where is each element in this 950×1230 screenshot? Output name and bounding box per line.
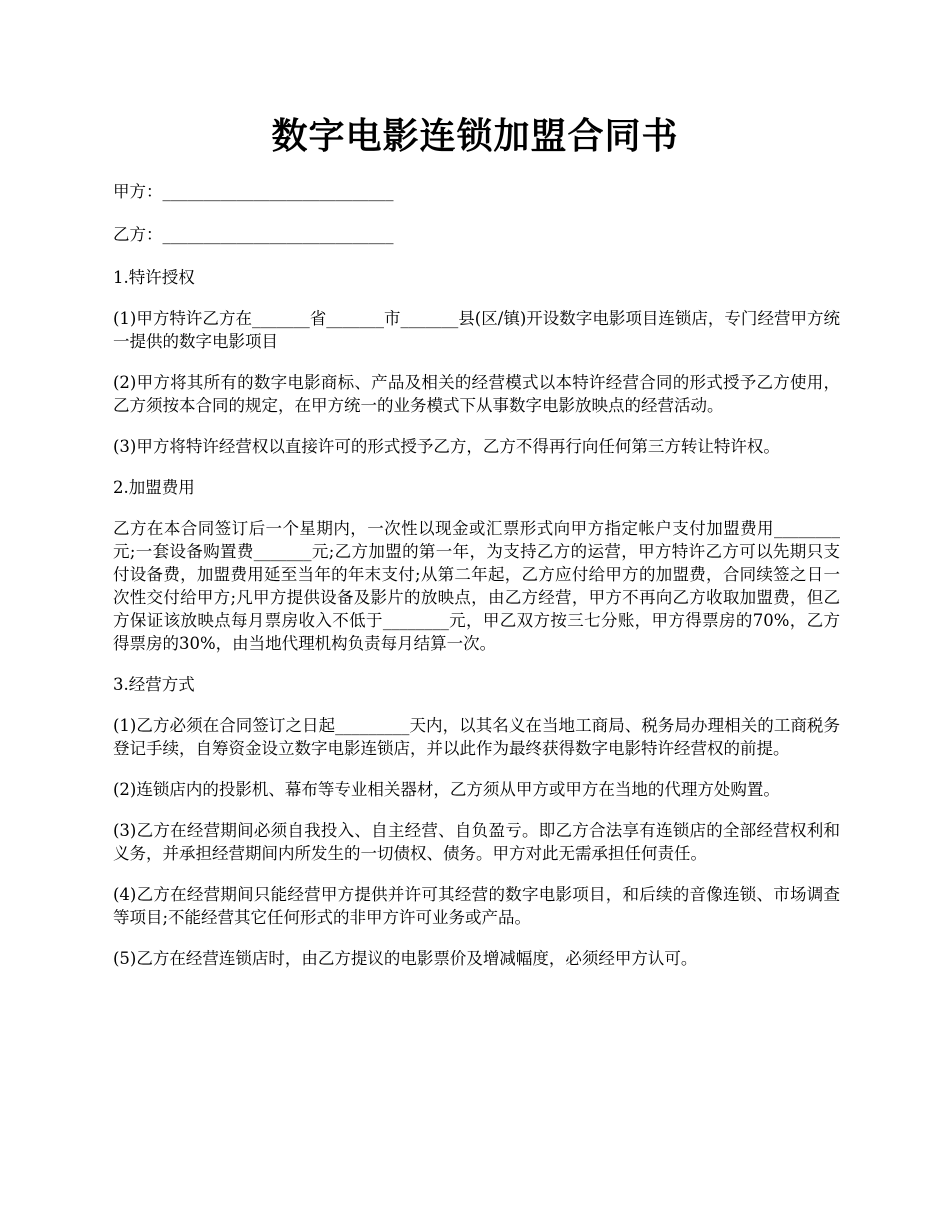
- section-1-item-3: (3)甲方将特许经营权以直接许可的形式授予乙方，乙方不得再行向任何第三方转让特许权。: [113, 437, 780, 456]
- section-3-item-3: (3)乙方在经营期间必须自我投入、自主经营、自负盈亏。即乙方合法享有连锁店的全部经营权利和义务，并承担经营期间内所发生的一切债权、债务。甲方对此无需承担任何责任。: [113, 821, 840, 863]
- document-body: [113, 180, 840, 988]
- section-1-heading: 1.特许授权: [113, 268, 195, 287]
- party-b-line: 乙方：____________________________: [113, 225, 394, 244]
- section-1-item-1: (1)甲方特许乙方在_______省_______市_______县(区/镇)开设数字电影项目连锁店，专门经营甲方统一提供的数字电影项目: [113, 309, 840, 351]
- section-3-item-2: (2)连锁店内的投影机、幕布等专业相关器材，乙方须从甲方或甲方在当地的代理方处购置。: [113, 780, 780, 799]
- section-3-item-5: (5)乙方在经营连锁店时，由乙方提议的电影票价及增减幅度，必须经甲方认可。: [113, 949, 698, 968]
- section-1-item-2: (2)甲方将其所有的数字电影商标、产品及相关的经营模式以本特许经营合同的形式授予乙方使用，乙方须按本合同的规定，在甲方统一的业务模式下从事数字电影放映点的经营活动。: [113, 373, 840, 415]
- section-2-heading: 2.加盟费用: [113, 478, 195, 497]
- section-3-item-4: (4)乙方在经营期间只能经营甲方提供并许可其经营的数字电影项目，和后续的音像连锁、市场调查等项目;不能经营其它任何形式的非甲方许可业务或产品。: [113, 885, 840, 927]
- section-2-item-1: 乙方在本合同签订后一个星期内，一次性以现金或汇票形式向甲方指定帐户支付加盟费用________元;一套设备购置费_______元;乙方加盟的第一年，为支持乙方的运营，甲方特许乙方可以先期只支付设备费，加盟费用延至当年的年末支付;从第二年起，乙方应付给甲方的加盟费，合同续签之日一次性交付给甲方;凡甲方提供设备及影片的放映点，由乙方经营，甲方不再向乙方收取加盟费，但乙方保证该放映点每月票房收入不低于________元，甲乙双方按三七分账，甲方得票房的70%，乙方得票房的30%，由当地代理机构负责每月结算一次。: [113, 519, 840, 653]
- party-a-line: 甲方：____________________________: [113, 182, 394, 201]
- section-3-item-1: (1)乙方必须在合同签订之日起_________天内，以其名义在当地工商局、税务局办理相关的工商税务登记手续，自筹资金设立数字电影连锁店，并以此作为最终获得数字电影特许经营权的前提。: [113, 716, 840, 758]
- document-title: 数字电影连锁加盟合同书: [271, 115, 679, 157]
- section-3-heading: 3.经营方式: [113, 675, 195, 694]
